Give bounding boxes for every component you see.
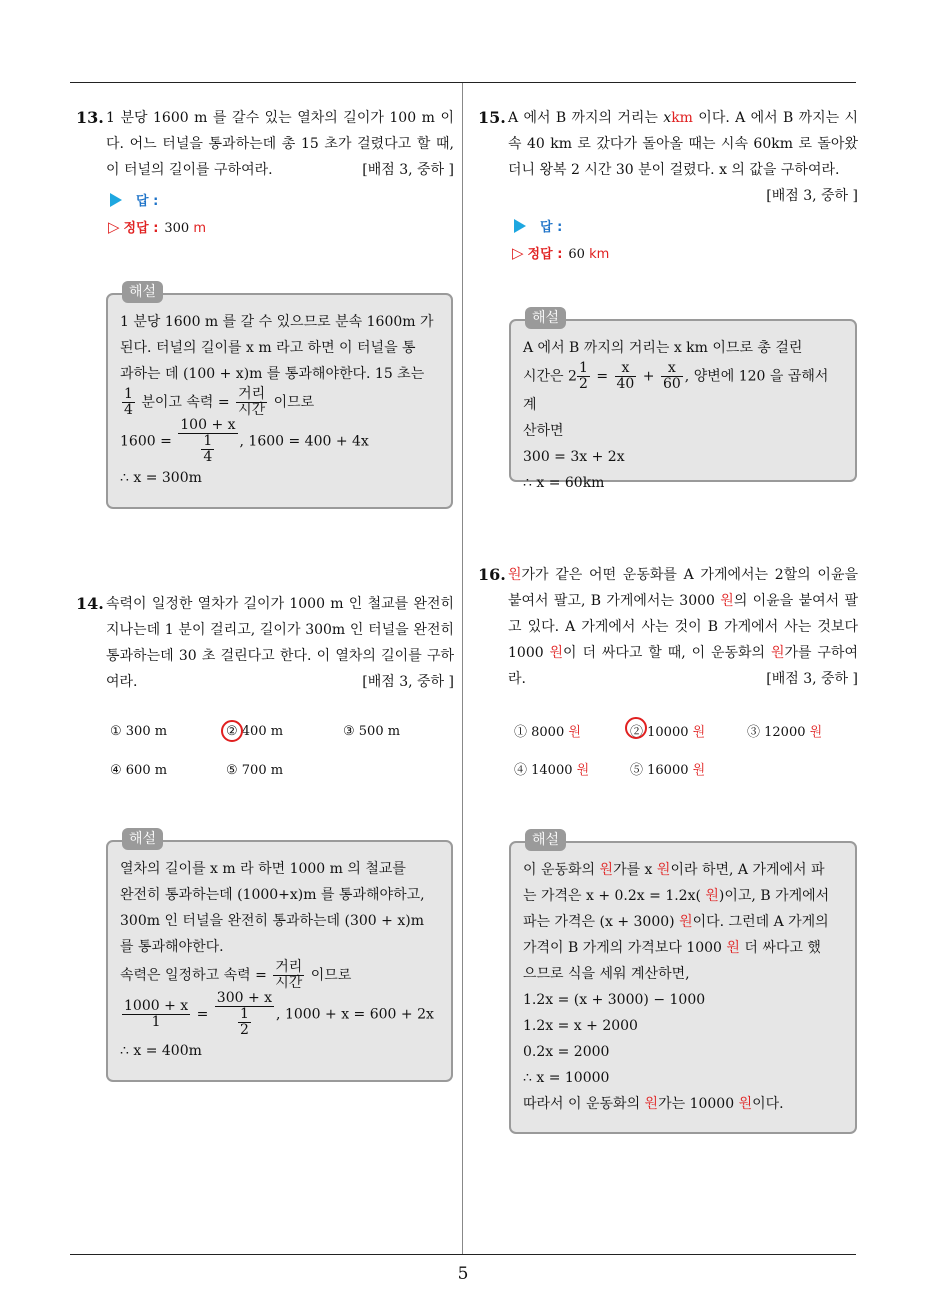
explain-line: ∴ x = 10000	[523, 1070, 610, 1086]
choice-3[interactable]: ③ 12000 원	[747, 725, 823, 740]
problem-14	[76, 591, 454, 695]
score-meta: [배점 3, 중하 ]	[766, 671, 858, 687]
fraction: $\frac{100 + x}{\frac{1}{4}}$	[180, 417, 236, 465]
choice-2[interactable]: ② 400 m	[226, 724, 283, 739]
fraction: $\frac{1}{2}$	[578, 360, 588, 392]
explain-line: 따라서 이 운동화의 원가는 10000 원이다.	[523, 1096, 784, 1112]
score-meta: [배점 3, 중하 ]	[362, 674, 454, 690]
key-label: 정답 :	[123, 221, 159, 236]
explain-line: 과하는 데 (100 + x)m 를 통과해야한다. 15 초는	[120, 366, 425, 382]
choice-5[interactable]: ⑤ 700 m	[226, 763, 284, 778]
fraction: $\frac{1}{2}$	[239, 1006, 249, 1038]
column-divider	[462, 83, 463, 1255]
play-triangle-icon	[110, 193, 122, 207]
explain-line: 이 운동화의 원가를 x 원이라 하면, A 가게에서 파	[523, 862, 825, 878]
choice-2[interactable]: ② 10000 원	[630, 721, 705, 740]
score-meta: [배점 3, 중하 ]	[766, 188, 858, 204]
explain-line: 300 = 3x + 2x	[523, 449, 625, 465]
choice-3[interactable]: ③ 500 m	[343, 724, 401, 739]
fraction: $\frac{\text{거리}}{\text{시간}}$	[275, 959, 303, 991]
choice-4[interactable]: ④ 14000 원	[514, 763, 590, 778]
fraction: $\frac{1}{4}$	[124, 386, 133, 418]
key-answer-line	[512, 243, 609, 262]
explain-line: 1600 = $\frac{100 + x}{\frac{1}{4}}$ , 1600 = 400 + 4x	[120, 417, 369, 465]
explain-line: 1.2x = x + 2000	[523, 1018, 638, 1034]
choice-1[interactable]: ① 300 m	[110, 724, 168, 739]
explanation-box-13	[106, 284, 453, 509]
outline-triangle-icon: ▷	[512, 244, 524, 262]
problem-15	[478, 105, 858, 209]
explain-line: 파는 가격은 (x + 3000) 원이다. 그런데 A 가게의	[523, 914, 829, 930]
explain-line: 된다. 터널의 길이를 x m 라고 하면 이 터널을 통	[120, 340, 416, 356]
choice-1[interactable]: ① 8000 원	[514, 725, 581, 740]
explain-line: 0.2x = 2000	[523, 1044, 610, 1060]
explain-line: 완전히 통과하는데 (1000+x)m 를 통과해야하고,	[120, 887, 425, 903]
problem-text: 속력이 일정한 열차가 길이가 1000 m 인 철교를 완전히 지나는데 1 분이 걸리고, 길이가 300m 인 터널을 완전히 통과하는데 30 초 걸린다고 한다. 이 열차의 길이를 구하여라. [배점 3, 중하 ]	[106, 591, 454, 695]
problem-number: 14.	[76, 594, 104, 613]
page-number: 5	[457, 1264, 469, 1284]
explain-line: 으므로 식을 세워 계산하면,	[523, 966, 690, 982]
explanation-tag: 해설	[122, 281, 163, 303]
selected-circle-mark	[221, 720, 243, 742]
top-rule	[70, 82, 856, 83]
explain-line: A 에서 B 까지의 거리는 x km 이므로 총 걸린	[523, 340, 803, 356]
explanation-box-16	[509, 832, 857, 1134]
explain-line: 300m 인 터널을 완전히 통과하는데 (300 + x)m	[120, 913, 424, 929]
answer-line	[110, 190, 158, 209]
key-answer-line	[108, 217, 206, 236]
answer-label: 답 :	[136, 194, 159, 209]
problem-text: 원가가 같은 어떤 운동화를 A 가게에서는 2할의 이윤을 붙여서 팔고, B 가게에서는 3000 원의 이윤을 붙여서 팔고 있다. A 가게에서 사는 것이 B 가게에서 사는 것보다 1000 원이 더 싸다고 할 때, 이 운동화의 원가를 구하여라. [배점 3, 중하 ]	[508, 562, 858, 692]
explain-line: 속력은 일정하고 속력 = $\frac{\text{거리}}{\text{시간}}$ 이므로	[120, 959, 352, 991]
explain-line: ∴ x = 300m	[120, 470, 202, 486]
score-meta: [배점 3, 중하 ]	[362, 162, 454, 178]
explain-line: 산하면	[523, 423, 564, 439]
explain-line: $\frac{1000 + x}{1}$ = $\frac{300 + x}{\frac{1}{2}}$ , 1000 + x = 600 + 2x	[124, 990, 434, 1038]
bottom-rule	[70, 1254, 856, 1255]
key-value: 300	[164, 221, 190, 236]
problem-13	[76, 105, 454, 183]
fraction: $\frac{1}{4}$	[203, 433, 213, 465]
key-value: 60	[568, 247, 585, 262]
fraction: $\frac{300 + x}{\frac{1}{2}}$	[216, 990, 273, 1038]
explain-line: ∴ x = 400m	[120, 1043, 202, 1059]
fraction: $\frac{x}{40}$	[616, 360, 635, 392]
explain-line: ∴ x = 60km	[523, 475, 605, 491]
problem-text: 1 분당 1600 m 를 갈수 있는 열차의 길이가 100 m 이다. 어느 터널을 통과하는데 총 15 초가 걸렸다고 할 때, 이 터널의 길이를 구하여라. [배점 3, 중하 ]	[106, 105, 454, 183]
problem-16	[478, 562, 858, 692]
explain-line: 1.2x = (x + 3000) − 1000	[523, 992, 706, 1008]
choice-5[interactable]: ⑤ 16000 원	[630, 763, 706, 778]
explain-line: 는 가격은 x + 0.2x = 1.2x( 원)이고, B 가게에서	[523, 888, 830, 904]
problem-number: 15.	[478, 108, 506, 127]
fraction: $\frac{x}{60}$	[662, 360, 681, 392]
explain-line: 열차의 길이를 x m 라 하면 1000 m 의 철교를	[120, 861, 406, 877]
problem-text: A 에서 B 까지의 거리는 xkm 이다. A 에서 B 까지는 시속 40 km 로 갔다가 돌아올 때는 시속 60km 로 돌아왔더니 왕복 2 시간 30 분이 걸렸다. x 의 값을 구하여라. [배점 3, 중하 ]	[508, 105, 858, 183]
answer-line	[514, 216, 562, 235]
explanation-tag: 해설	[122, 828, 163, 850]
answer-label: 답 :	[540, 220, 563, 235]
key-unit: km	[589, 247, 610, 262]
fraction: $\frac{1000 + x}{1}$	[124, 998, 189, 1030]
key-label: 정답 :	[527, 247, 563, 262]
play-triangle-icon	[514, 219, 526, 233]
explanation-box-14	[106, 831, 453, 1082]
explanation-tag: 해설	[525, 829, 566, 851]
problem-number: 16.	[478, 565, 506, 584]
selected-circle-mark	[625, 717, 647, 739]
key-unit: m	[193, 221, 207, 236]
explain-line: 가격이 B 가게의 가격보다 1000 원 더 싸다고 했	[523, 940, 821, 956]
explanation-tag: 해설	[525, 307, 566, 329]
explain-line: 를 통과해야한다.	[120, 939, 224, 955]
fraction: $\frac{\text{거리}}{\text{시간}}$	[238, 386, 266, 418]
problem-number: 13.	[76, 108, 104, 127]
explain-line: $\frac{1}{4}$ 분이고 속력 = $\frac{\text{거리}}{\text{시간}}$ 이므로	[124, 386, 315, 418]
choice-4[interactable]: ④ 600 m	[110, 763, 168, 778]
explanation-box-15	[509, 310, 857, 491]
explain-line: 시간은 2 $\frac{1}{2}$ = $\frac{x}{40}$ + $\frac{x}{60}$ , 양변에 120 을 곱해서 계	[523, 360, 829, 413]
explain-line: 1 분당 1600 m 를 갈 수 있으므로 분속 1600m 가	[120, 314, 434, 330]
outline-triangle-icon: ▷	[108, 218, 120, 236]
